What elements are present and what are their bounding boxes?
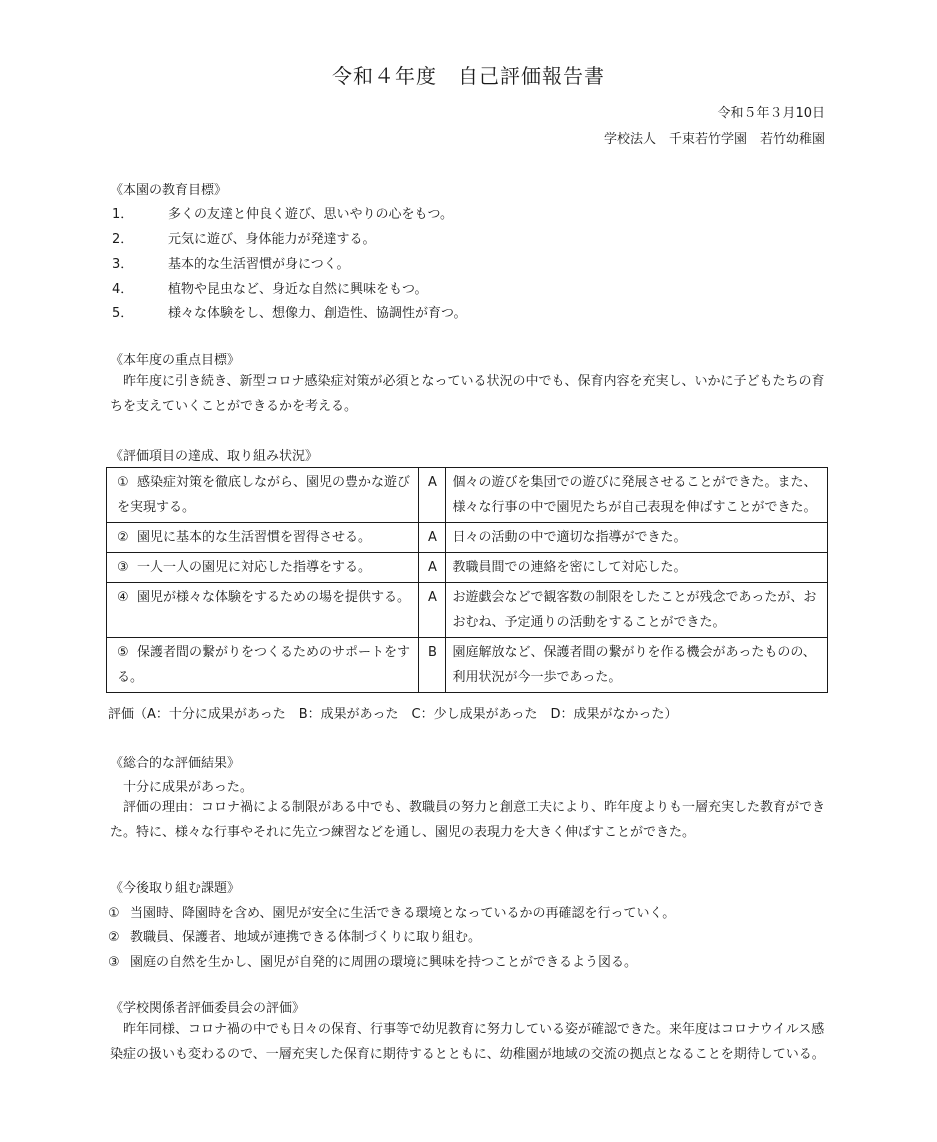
committee-text: 昨年同様、コロナ禍の中でも日々の保育、行事等で幼児教育に努力している姿が確認できた。来年度はコロナウイルス感染症の扱いも変わるので、一層充実した保育に期待するとともに、幼稚園が地域の交流の拠点となることを期待している。 [110,1022,825,1062]
report-date: 令和５年３月10日 [717,106,825,121]
goal-item: 2． 元気に遊び、身体能力が発達する。 [112,232,376,247]
goal-item: 1． 多くの友達と仲良く遊び、思いやりの心をもつ。 [112,207,453,222]
table-row [107,638,828,693]
task-item: ① 当園時、降園時を含め、園児が安全に生活できる環境となっているかの再確認を行っていく。 [108,906,676,921]
overall-heading: 《総合的な評価結果》 [110,756,241,771]
table-row [107,523,828,553]
eval-item: ① 感染症対策を徹底しながら、園児の豊かな遊びを実現する。 [107,468,419,523]
overall-result: 十分に成果があった。 [110,780,253,795]
institution-name: 学校法人 千束若竹学園 若竹幼稚園 [603,132,825,147]
eval-grade: A [419,468,446,523]
goal-item: 3． 基本的な生活習慣が身につく。 [112,257,350,272]
eval-note: 日々の活動の中で適切な指導ができた。 [446,523,828,553]
eval-note: 教職員間での連絡を密にして対応した。 [446,553,828,583]
goals-heading: 《本園の教育目標》 [110,183,228,198]
focus-heading: 《本年度の重点目標》 [110,353,241,368]
focus-text: 昨年度に引き続き、新型コロナ感染症対策が必須となっている状況の中でも、保育内容を充実し、いかに子どもたちの育ちを支えていくことができるかを考える。 [110,374,825,414]
goal-item: 5． 様々な体験をし、想像力、創造性、協調性が育つ。 [112,306,467,321]
eval-grade: B [419,638,446,693]
eval-item: ⑤ 保護者間の繋がりをつくるためのサポートをする。 [107,638,419,693]
goal-item: 4． 植物や昆虫など、身近な自然に興味をもつ。 [112,282,428,297]
eval-item: ② 園児に基本的な生活習慣を習得させる。 [107,523,419,553]
table-row [107,553,828,583]
page-title: 令和４年度 自己評価報告書 [332,64,605,88]
evaluation-heading: 《評価項目の達成、取り組み状況》 [110,449,319,464]
task-item: ③ 園庭の自然を生かし、園児が自発的に周囲の環境に興味を持つことができるよう図る。 [108,955,638,970]
overall-reason: 評価の理由：コロナ禍による制限がある中でも、教職員の努力と創意工夫により、昨年度よりも一層充実した教育ができた。特に、様々な行事やそれに先立つ練習などを通し、園児の表現力を大きく伸ばすことができた。 [110,800,826,840]
task-item: ② 教職員、保護者、地域が連携できる体制づくりに取り組む。 [108,930,482,945]
eval-grade: A [419,553,446,583]
eval-grade: A [419,523,446,553]
table-row [107,468,828,523]
eval-item: ④ 園児が様々な体験をするための場を提供する。 [107,583,419,638]
committee-heading: 《学校関係者評価委員会の評価》 [110,1001,306,1016]
eval-note: 園庭解放など、保護者間の繋がりを作る機会があったものの、利用状況が今一歩であった。 [446,638,828,693]
eval-item: ③ 一人一人の園児に対応した指導をする。 [107,553,419,583]
tasks-heading: 《今後取り組む課題》 [110,881,241,896]
evaluation-table [106,467,828,693]
eval-note: 個々の遊びを集団での遊びに発展させることができた。また、様々な行事の中で園児たちが自己表現を伸ばすことができた。 [446,468,828,523]
grade-legend: 評価（A：十分に成果があった B：成果があった C：少し成果があった D：成果がなかった） [108,707,678,722]
eval-note: お遊戯会などで観客数の制限をしたことが残念であったが、おおむね、予定通りの活動をすることができた。 [446,583,828,638]
eval-grade: A [419,583,446,638]
table-row [107,583,828,638]
